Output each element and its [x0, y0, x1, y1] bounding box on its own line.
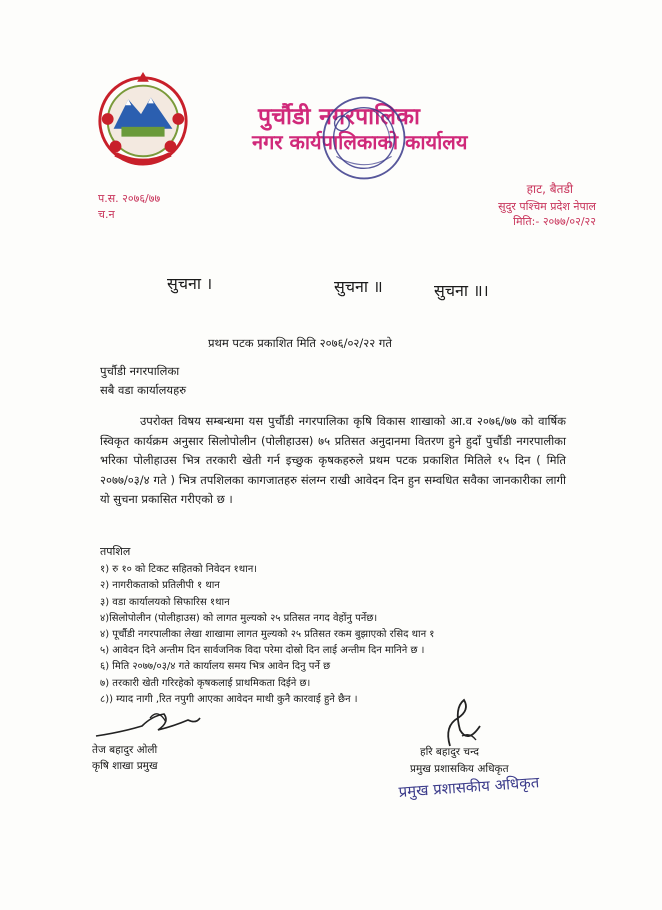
- right-signatory-title: प्रमुख प्रशासकिय अधिकृत: [410, 763, 509, 775]
- list-item: ७) तरकारी खेती गरिरहेको कृषकलाई प्राथमिकता दिईने छ।: [100, 677, 311, 689]
- list-item: १) रु १० को टिकट सहितको निवेदन १थान।: [100, 564, 258, 576]
- first-published-date: प्रथम पटक प्रकाशित मिति २०७६/०२/२२ गते: [208, 336, 392, 350]
- left-signatory-name: तेज बहादुर ओली: [92, 744, 158, 756]
- office-name: नगर कार्यपालिकाको कार्यालय: [252, 130, 468, 154]
- list-item: ८)) म्याद नागी ,रित नपुगी आएका आवेदन माथी कुनै कारवाई हुने छैन ।: [100, 693, 358, 705]
- recipient-line: पुर्चौडी नगरपालिका: [100, 364, 180, 378]
- list-item: ६) मिति २०७७/०३/४ गते कार्यालय समय भित्र आवेन दिनु पर्ने छ: [100, 661, 331, 673]
- left-signatory-title: कृषि शाखा प्रमुख: [92, 760, 158, 772]
- address-line-1: हाट, बैतडी: [526, 182, 573, 196]
- dispatch-number: च.न: [98, 208, 115, 221]
- letter-date: मिति:- २०७७/०२/२२: [513, 215, 596, 228]
- notice-heading-3: सुचना ॥।: [434, 281, 489, 300]
- notice-heading-1: सुचना ।: [167, 274, 213, 293]
- reference-number: प.स. २०७६/७७: [98, 192, 161, 205]
- notice-body-paragraph: उपरोक्त विषय सम्बन्धमा यस पुर्चौडी नगरपालिका कृषि विकास शाखाको आ.व २०७६/७७ को वार्षिक स्विकृत कार्यक्रम अनुसार सिलोपोलीन (पोलीहाउस) ७५ प्रतिसत अनुदानमा वितरण हुने हुदाँ पुर्चौडी नगरपालीका भरिका पोलीहाउस भित्र तरकारी खेती गर्न इच्छुक कृषकहरुले प्रथम पटक प्रकाशित मितिले १५ दिन ( मिति २०७७/०३/४ गते ) भित्र तपशिलका कागजातहरु संलग्न राखी आवेदन दिन हुन सम्वधित सवैका जानकारीका लागी यो सुचना प्रकासित गरीएको छ ।: [100, 414, 566, 506]
- attachment-list: [100, 544, 435, 708]
- office-stamp-icon: [318, 92, 410, 184]
- list-item: ४) पूर्चौडी नगरपालीका लेखा शाखामा लागत मुल्यको २५ प्रतिसत रकम बुझाएको रसिद थान १: [100, 629, 435, 641]
- list-item: २) नागरीकताको प्रतिलीपी १ थान: [100, 580, 220, 592]
- org-name: पुर्चौडी नगरपालिका: [258, 104, 421, 130]
- nepal-emblem-icon: [94, 70, 192, 168]
- recipient-line: सबै वडा कार्यालयहरु: [100, 383, 187, 397]
- list-heading: तपशिल: [100, 545, 131, 558]
- address-line-2: सुदुर पश्चिम प्रदेश नेपाल: [498, 200, 596, 213]
- notice-heading-2: सुचना ॥: [334, 277, 383, 296]
- designation-stamp: प्रमुख प्रशासकीय अधिकृत: [398, 773, 540, 801]
- list-item: ४)सिलोपोलीन (पोलीहाउस) को लागत मुल्यको २५ प्रतिसत नगद वेहोंनु पर्नेछ।: [100, 612, 378, 624]
- list-item: ५) आवेदन दिने अन्तीम दिन सार्वजनिक विदा परेमा दोस्रो दिन लाई अन्तीम दिन मानिने छ ।: [100, 645, 425, 657]
- list-item: ३) वडा कार्यालयको सिफारिस १थान: [100, 596, 230, 608]
- right-signatory-name: हरि बहादुर चन्द: [420, 746, 479, 758]
- left-signature-icon: [92, 706, 204, 742]
